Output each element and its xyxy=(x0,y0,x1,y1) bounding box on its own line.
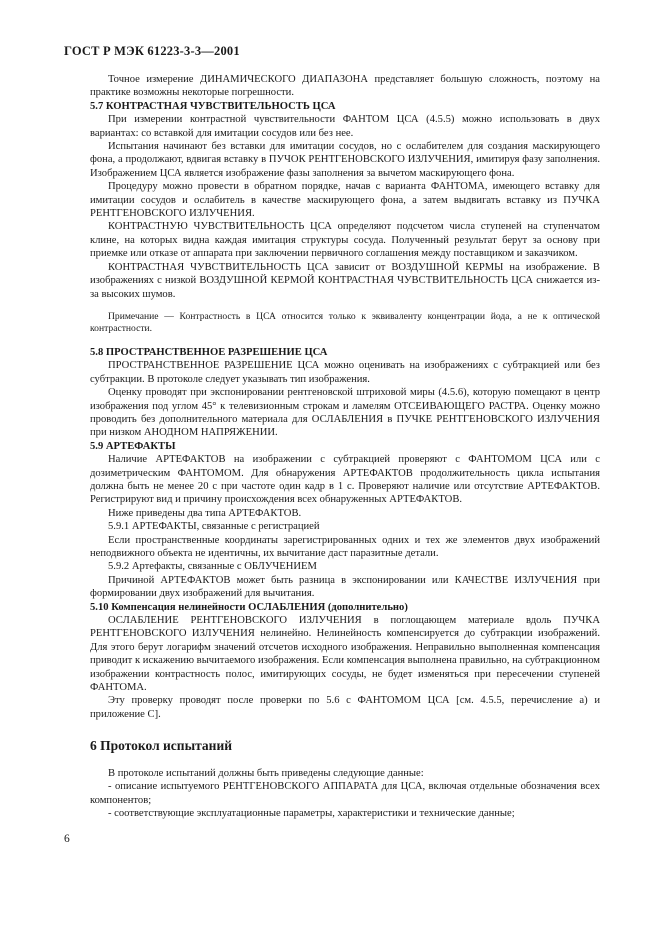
body-paragraph: 5.9.2 Артефакты, связанные с ОБЛУЧЕНИЕМ xyxy=(108,561,317,573)
section-title: 6 Протокол испытаний xyxy=(90,738,233,754)
body-paragraph: - описание испытуемого РЕНТГЕНОВСКОГО АППАРАТА для ЦСА, включая отдельные обозначения всех компонентов; xyxy=(90,781,600,806)
body-paragraph: Наличие АРТЕФАКТОВ на изображении с субтракцией проверяют с ФАНТОМОМ ЦСА или с дозиметрическим ФАНТОМОМ. Для обнаружения АРТЕФАКТОВ продолжительность цикла испытания должна быть не менее 20 с при частоте один кадр в 1 с. Проверяют наличие или отсутствие АРТЕФАКТОВ. Регистрируют вид и причину происхождения всех обнаруженных АРТЕФАКТОВ. xyxy=(90,454,600,506)
body-paragraph: Причиной АРТЕФАКТОВ может быть разница в экспонировании или КАЧЕСТВЕ ИЗЛУЧЕНИЯ при формировании двух изображений для вычитания. xyxy=(90,574,600,600)
body-paragraph: Оценку проводят при экспонировании рентгеновской штриховой миры (4.5.6), которую помещают в центр изображения под углом 45° к телевизионным строкам и ламелям ОТСЕИВАЮЩЕГО РАСТРА. Оценку можно проводить без дополнительного материала для ОСЛАБЛЕНИЯ в ПУЧКЕ РЕНТГЕНОВСКОГО ИЗЛУЧЕНИЯ при низком АНОДНОМ НАПРЯЖЕНИИ. xyxy=(90,387,600,439)
body-paragraph: При измерении контрастной чувствительности ФАНТОМ ЦСА (4.5.5) можно использовать в двух вариантах: со вставкой для имитации сосудов или без нее. xyxy=(90,114,600,139)
body-paragraph: ОСЛАБЛЕНИЕ РЕНТГЕНОВСКОГО ИЗЛУЧЕНИЯ в поглощающем материале вдоль ПУЧКА РЕНТГЕНОВСКОГО ИЗЛУЧЕНИЯ нелинейно. Нелинейность компенсируется до субтракции изображений. Для этого берут логарифм значений отсчетов исходного изображения. Неправильно выполненная компенсация приводит к искажению вычитаемого изображения. Если компенсация выполнена правильно, на субтракционном изображении контрастность полос, имитирующих сосуды, не будет изменяться при пересечении ступеней ФАНТОМА. xyxy=(90,615,600,694)
body-paragraph: Процедуру можно провести в обратном порядке, начав с варианта ФАНТОМА, имеющего вставку для имитации сосудов и ослабитель в качестве маскирующего фона, а затем выдвигать вставку из ПУЧКА РЕНТГЕНОВСКОГО ИЗЛУЧЕНИЯ. xyxy=(90,181,600,220)
body-paragraph: КОНТРАСТНУЮ ЧУВСТВИТЕЛЬНОСТЬ ЦСА определяют подсчетом числа ступеней на ступенчатом клине, на которых видна каждая имитация структуры сосуда. Полученный результат берут за основу при приемке или отказе от аппарата при заключении первичного соглашения между поставщиком и заказчиком. xyxy=(90,221,600,260)
body-paragraph: Если пространственные координаты зарегистрированных одних и тех же элементов двух изображений неподвижного объекта не идентичны, их вычитание даст паразитные детали. xyxy=(90,534,600,559)
document-header: ГОСТ Р МЭК 61223-3-3—2001 xyxy=(64,44,240,58)
body-paragraph: Испытания начинают без вставки для имитации сосудов, но с ослабителем для создания маскирующего фона, а продолжают, вдвигая вставку в ПУЧОК РЕНТГЕНОВСКОГО ИЗЛУЧЕНИЯ, имитируя фазу заполнения. Изображением ЦСА является изображение фазы заполнения за вычетом маскирующего фона. xyxy=(90,141,600,179)
body-paragraph: 5.9.1 АРТЕФАКТЫ, связанные с регистрацией xyxy=(108,521,320,533)
body-paragraph: - соответствующие эксплуатационные параметры, характеристики и технические данные; xyxy=(108,807,515,819)
section-heading: 5.7 КОНТРАСТНАЯ ЧУВСТВИТЕЛЬНОСТЬ ЦСА xyxy=(90,100,336,112)
section-heading: 5.9 АРТЕФАКТЫ xyxy=(90,440,176,452)
body-paragraph: ПРОСТРАНСТВЕННОЕ РАЗРЕШЕНИЕ ЦСА можно оценивать на изображениях с субтракцией или без субтракции. В протоколе следует указывать тип изображения. xyxy=(90,360,600,385)
body-paragraph: В протоколе испытаний должны быть приведены следующие данные: xyxy=(108,767,424,779)
body-paragraph: Эту проверку проводят после проверки по 5.6 с ФАНТОМОМ ЦСА [см. 4.5.5, перечисление а) и приложение С]. xyxy=(90,695,600,720)
section-heading: 5.10 Компенсация нелинейности ОСЛАБЛЕНИЯ (дополнительно) xyxy=(90,601,408,613)
body-paragraph: Точное измерение ДИНАМИЧЕСКОГО ДИАПАЗОНА представляет большую сложность, поэтому на практике возможны некоторые погрешности. xyxy=(90,74,600,99)
page-number: 6 xyxy=(64,833,70,845)
section-heading: 5.8 ПРОСТРАНСТВЕННОЕ РАЗРЕШЕНИЕ ЦСА xyxy=(90,346,328,358)
body-paragraph: КОНТРАСТНАЯ ЧУВСТВИТЕЛЬНОСТЬ ЦСА зависит от ВОЗДУШНОЙ КЕРМЫ на изображение. В изображениях с низкой ВОЗДУШНОЙ КЕРМОЙ КОНТРАСТНАЯ ЧУВСТВИТЕЛЬНОСТЬ ЦСА снижается из-за высоких шумов. xyxy=(90,261,600,300)
document-body xyxy=(90,73,600,820)
note-paragraph: Примечание — Контрастность в ЦСА относится только к эквиваленту концентрации йода, а не к оптической контрастности. xyxy=(90,310,600,334)
body-paragraph: Ниже приведены два типа АРТЕФАКТОВ. xyxy=(108,507,302,519)
